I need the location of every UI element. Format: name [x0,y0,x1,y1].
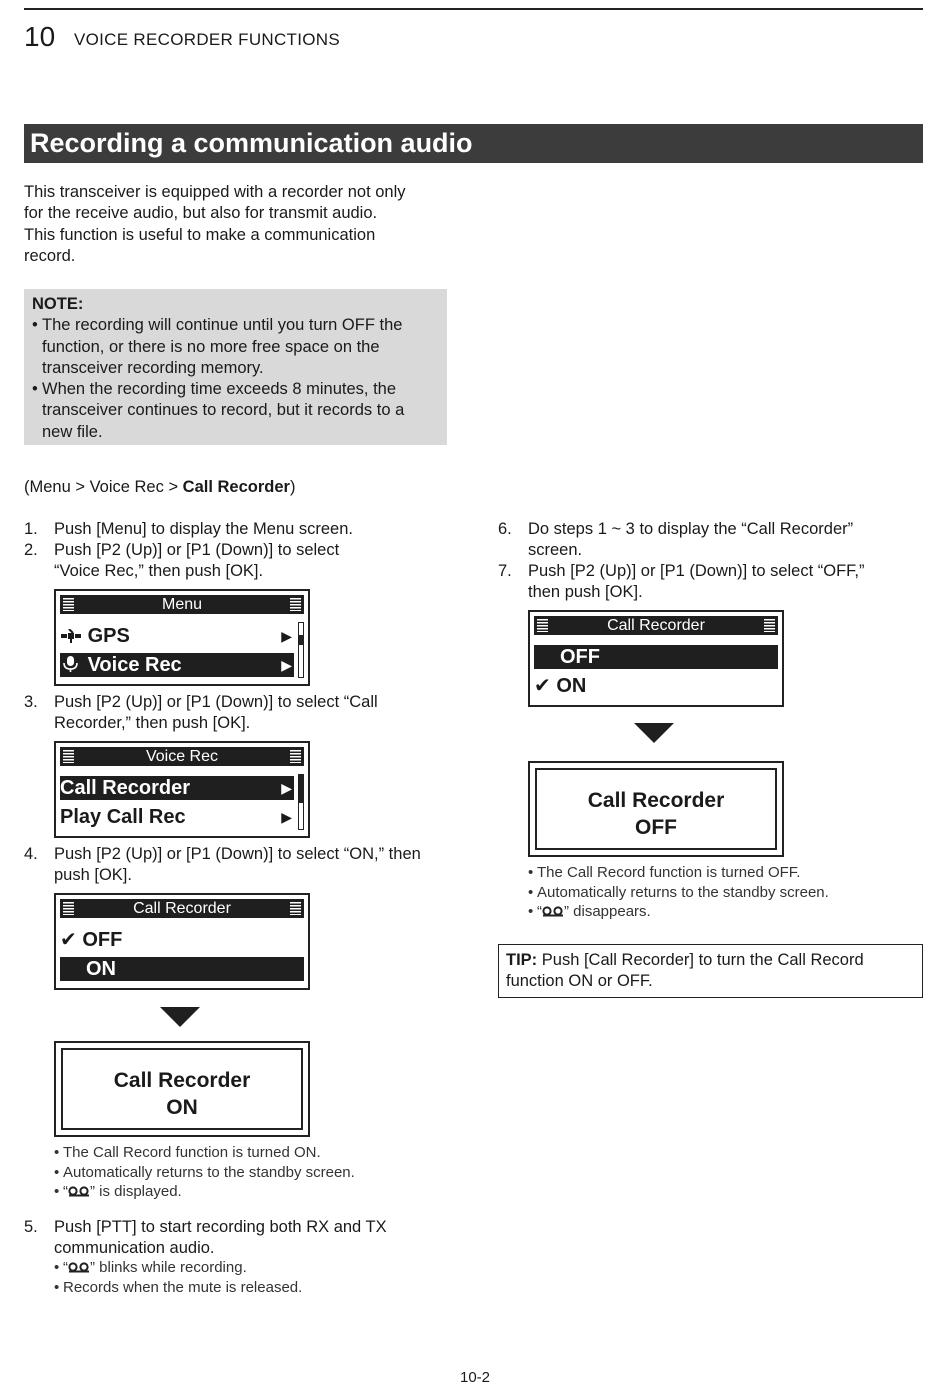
step-2 [24,540,464,584]
step-text: Recorder,” then push [OK]. [54,714,251,733]
step-text: Push [Menu] to display the Menu screen. [54,520,353,538]
row-play-call-rec [60,805,294,829]
step-7 [498,561,923,605]
arrow-right-icon: ▶ [281,657,292,673]
list-icon [63,598,74,611]
step-6 [498,519,923,563]
step-5 [24,1217,464,1261]
check-mark-icon: ✔ [534,675,551,697]
note-line: new file. [42,422,103,441]
arrow-right-icon: ▶ [281,809,292,825]
step-1 [24,519,464,541]
scrollbar-thumb [299,775,303,803]
note-line: function, or there is no more free space on the [42,337,380,356]
menu-row-voice-rec [60,653,294,677]
row-call-recorder [60,776,294,800]
voice-rec-screen [54,741,310,838]
top-rule [24,8,923,10]
down-arrow-icon [160,1007,200,1027]
note-line: • When the recording time exceeds 8 minutes, the [42,380,397,399]
recording-icon [542,906,564,917]
intro-line: record. [24,246,76,265]
down-arrow-icon [634,723,674,743]
check-mark-icon: ✔ [60,929,77,951]
note-line: transceiver continues to record, but it records to a [42,401,405,420]
voice-rec-title-bar [60,747,304,766]
row-label: ON [86,958,116,980]
step-3 [24,692,464,736]
section-title: Recording a communication audio [30,128,473,158]
step-number: 1. [24,520,38,538]
menu-screen [54,589,310,686]
step-text: “Voice Rec,” then push [OK]. [54,562,264,581]
step-text: screen. [528,541,583,560]
popup-line: ON [166,1096,198,1119]
screen-title: Call Recorder [607,617,705,634]
step-text: Push [PTT] to start recording both RX and TX [54,1218,387,1236]
note-item [32,379,439,443]
step-text: then push [OK]. [528,583,643,602]
bullet-item [54,1182,355,1202]
row-off [534,645,778,669]
recording-icon [68,1262,90,1273]
step-number: 7. [498,562,512,580]
scrollbar [298,774,304,830]
intro-line: for the receive audio, but also for transmit audio. [24,204,378,223]
chapter-title: VOICE RECORDER FUNCTIONS [74,30,340,49]
arrow-right-icon: ▶ [281,628,292,644]
bullet-item [528,902,829,922]
step-number: 4. [24,845,38,863]
microphone-icon [60,655,82,673]
menu-row-gps [60,624,294,648]
chapter-number: 10 [24,21,56,52]
recording-icon [68,1186,90,1197]
step-number: 3. [24,693,38,711]
popup-line: Call Recorder [113,1069,251,1092]
list-icon [537,619,548,632]
screen-title: Call Recorder [133,900,231,917]
bullet-item [54,1258,302,1278]
row-label: ON [556,675,587,697]
step-text: Do steps 1 ~ 3 to display the “Call Recorder” [528,520,854,538]
list-icon [290,598,301,611]
step-text: Push [P2 (Up)] or [P1 (Down)] to select “ON,” then [54,845,421,863]
arrow-right-icon: ▶ [281,780,292,796]
step5-bullets [54,1258,302,1297]
popup-call-recorder-off [528,761,784,857]
menu-screen-title-bar [60,595,304,614]
quote-open: “ [63,1259,68,1276]
row-on [534,674,778,698]
menu-path-bold: Call Recorder [182,478,290,496]
scrollbar-thumb [299,635,303,645]
off-result-bullets [528,863,829,922]
step-text: Push [P2 (Up)] or [P1 (Down)] to select “OFF,” [528,562,865,580]
row-label: Voice Rec [87,654,182,676]
list-icon [63,750,74,763]
intro-paragraph [24,182,454,267]
row-label: OFF [82,929,123,951]
note-item [32,315,439,379]
row-label: Play Call Rec [60,806,186,828]
list-icon [290,902,301,915]
note-box [24,289,447,445]
popup-line: Call Recorder [587,789,725,812]
bullet-item: • Records when the mute is released. [54,1278,302,1298]
screen-title: Voice Rec [145,748,219,765]
quote-open: “ [63,1183,68,1200]
quote-close: ” blinks while recording. [90,1259,247,1276]
on-result-bullets [54,1143,355,1202]
list-icon [764,619,775,632]
menu-path-prefix: (Menu > Voice Rec > [24,478,183,496]
step-4 [24,844,464,888]
tip-text: function ON or OFF. [506,972,653,991]
bullet-item: • The Call Record function is turned ON. [54,1143,355,1163]
row-label: Call Recorder [60,777,191,799]
call-recorder-off-screen [528,610,784,707]
step-number: 6. [498,520,512,538]
list-icon [63,902,74,915]
intro-line: This function is useful to make a communication [24,225,376,244]
quote-close: ” is displayed. [90,1183,182,1200]
tip-text: Push [Call Recorder] to turn the Call Record [537,951,864,969]
step-number: 5. [24,1218,38,1236]
menu-path [24,477,295,498]
scrollbar [298,622,304,678]
row-off [60,928,304,952]
menu-path-suffix: ) [289,478,296,496]
intro-line: This transceiver is equipped with a recorder not only [24,183,406,201]
row-on [60,957,304,981]
bullet-item: • Automatically returns to the standby screen. [54,1163,355,1183]
gps-satellite-icon [60,629,82,643]
call-recorder-title-bar [534,616,778,635]
popup-call-recorder-on [54,1041,310,1137]
page-number: 10-2 [459,1369,491,1386]
step-text: Push [P2 (Up)] or [P1 (Down)] to select “Call [54,693,378,711]
row-label: GPS [87,625,130,647]
step-text: communication audio. [54,1239,215,1258]
quote-open: “ [537,903,542,920]
row-label: OFF [560,646,600,668]
call-recorder-title-bar [60,899,304,918]
tip-label: TIP: [506,951,538,969]
note-line: • The recording will continue until you turn OFF the [42,316,403,335]
bullet-item: • Automatically returns to the standby screen. [528,883,829,903]
note-title: NOTE: [32,295,84,313]
section-heading-bar [24,124,923,163]
call-recorder-on-screen [54,893,310,990]
note-line: transceiver recording memory. [42,358,264,377]
step-number: 2. [24,541,38,559]
popup-line: OFF [635,816,677,839]
list-icon [290,750,301,763]
step-text: Push [P2 (Up)] or [P1 (Down)] to select [54,541,340,559]
quote-close: ” disappears. [564,903,651,920]
bullet-item: • The Call Record function is turned OFF. [528,863,829,883]
screen-title: Menu [161,596,203,613]
tip-box [498,944,923,998]
step-text: push [OK]. [54,866,132,885]
